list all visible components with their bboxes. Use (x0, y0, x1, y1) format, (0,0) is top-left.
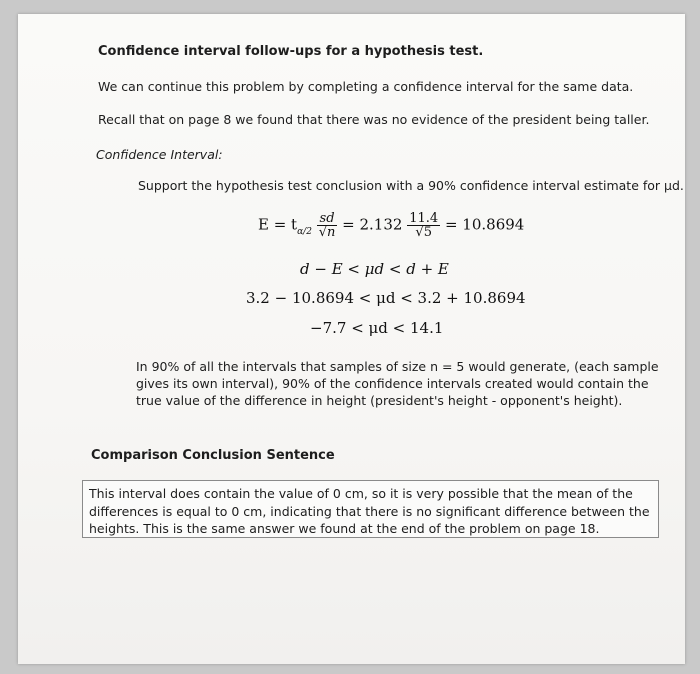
document-page (18, 14, 685, 664)
conclusion-text: This interval does contain the value of 0 cm, so it is very possible that the mean of the differences is equal to 0 cm, indicating that there is no significant difference between the heights. This is the same answer we found at the end of the problem on page 18. (89, 486, 650, 536)
fraction-11-4-over-root-5 (407, 212, 440, 239)
frac1-denominator: √n (318, 225, 336, 240)
formula-alpha-sub: α/2 (297, 226, 312, 237)
frac2-numerator: 11.4 (409, 211, 439, 226)
margin-of-error-formula (258, 212, 524, 239)
frac1-numerator: sd (317, 212, 338, 226)
intro-line-2: Recall that on page 8 we found that there was no evidence of the president being taller. (98, 112, 650, 127)
formula-result: = 10.8694 (444, 215, 525, 234)
page-title: Confidence interval follow-ups for a hypothesis test. (98, 44, 484, 59)
ci-heading: Confidence Interval: (96, 147, 223, 162)
comparison-heading: Comparison Conclusion Sentence (91, 448, 335, 463)
formula-multiplier: = 2.132 (342, 215, 403, 234)
support-line: Support the hypothesis test conclusion with a 90% confidence interval estimate for μd. (138, 178, 684, 193)
interval-result: −7.7 < μd < 14.1 (310, 319, 444, 337)
interpretation-paragraph: In 90% of all the intervals that samples of size n = 5 would generate, (each sample gives its own interval), 90% of the confidence intervals created would contain the true value of the difference in height (president's height - opponent's height). (136, 359, 659, 408)
formula-E-lhs: E = t (258, 215, 298, 234)
frac2-denominator: √5 (415, 225, 432, 240)
fraction-sd-over-root-n (317, 212, 338, 239)
conclusion-box (82, 480, 659, 538)
intro-line-1: We can continue this problem by completing a confidence interval for the same data. (98, 79, 634, 94)
interval-general-form: d − E < μd < d + E (300, 260, 449, 278)
interval-substituted: 3.2 − 10.8694 < μd < 3.2 + 10.8694 (246, 289, 526, 307)
